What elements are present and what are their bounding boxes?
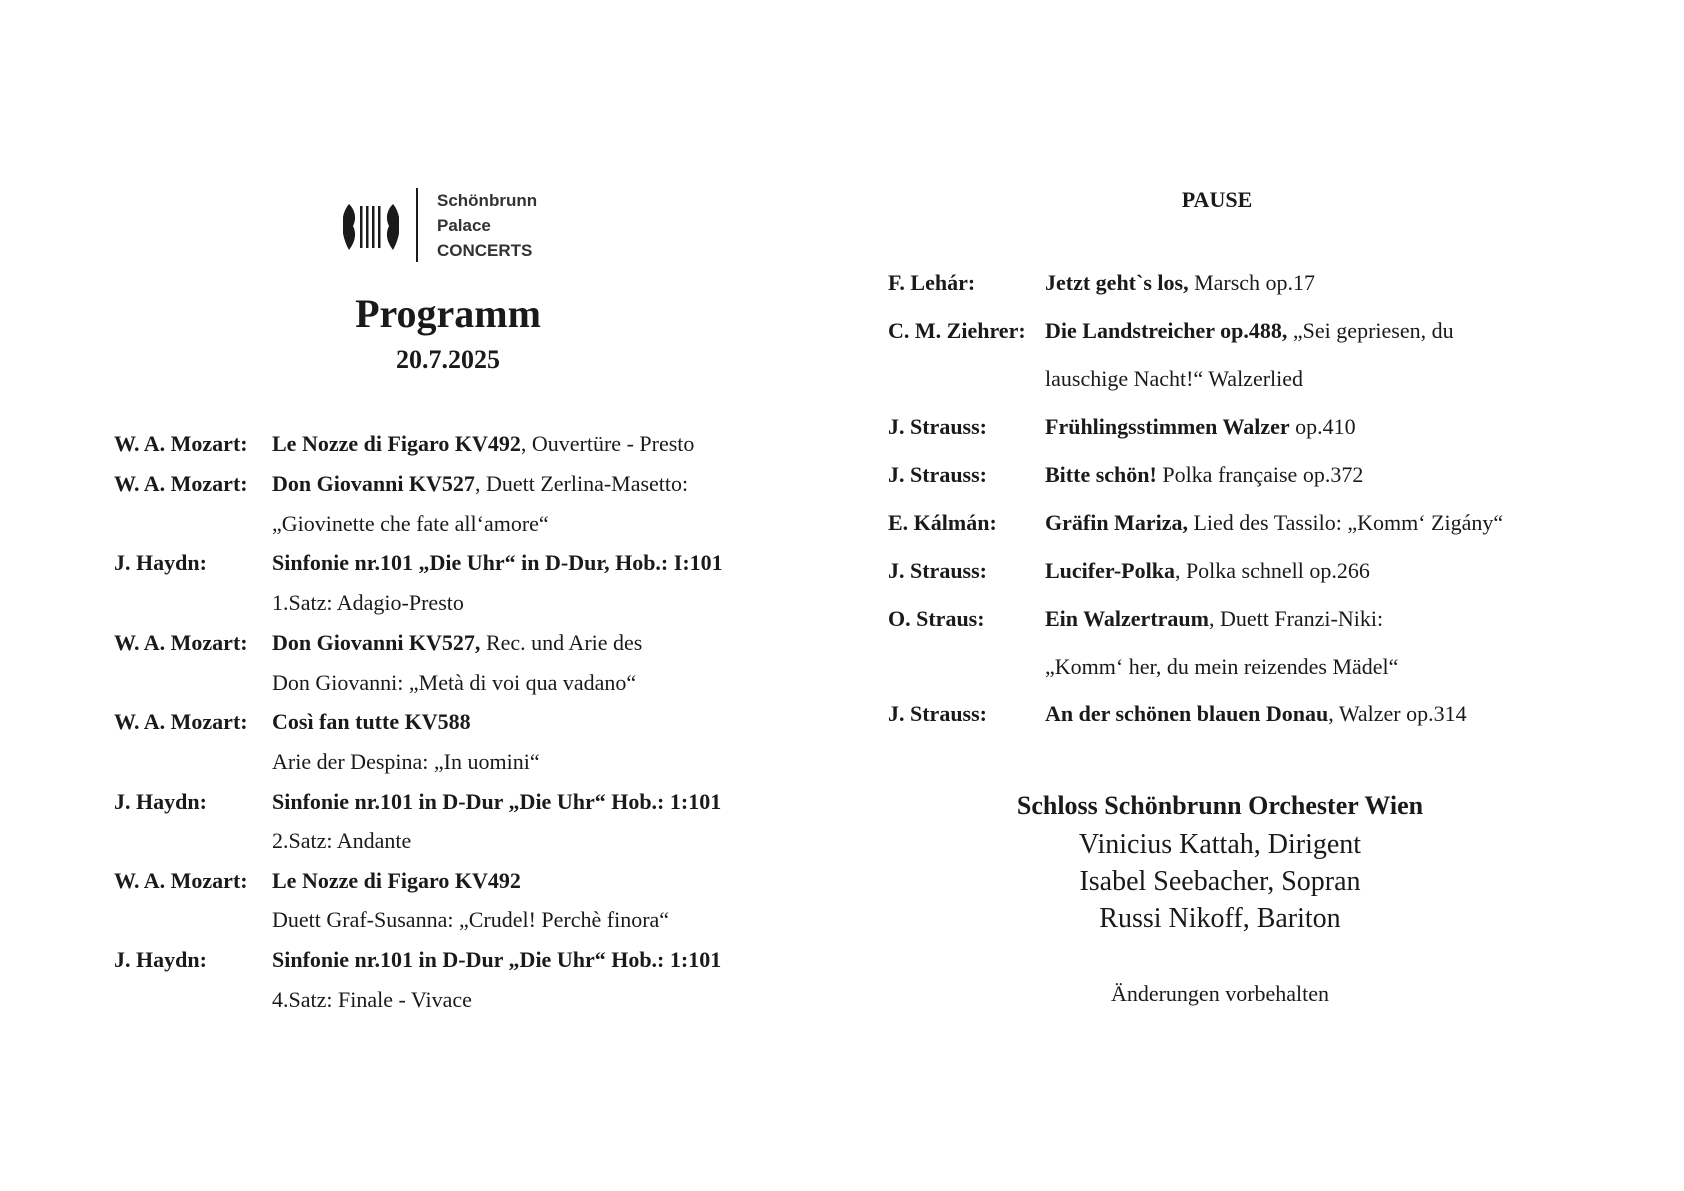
composer-name: J. Haydn: [114, 789, 207, 814]
work-title-bold: Ein Walzertraum [1045, 606, 1209, 631]
changes-note: Änderungen vorbehalten [1110, 981, 1330, 1006]
work-continuation: 1.Satz: Adagio-Presto [272, 590, 464, 615]
logo-line-1: Schönbrunn [437, 191, 538, 210]
work-title [1045, 317, 1454, 345]
concert-date: 20.7.2025 [396, 345, 500, 374]
work-title-bold: Sinfonie nr.101 in D-Dur „Die Uhr“ Hob.: 1:101 [272, 947, 722, 972]
work-title [1045, 461, 1363, 489]
work-title-bold: Die Landstreicher op.488, [1045, 318, 1288, 343]
work-title [272, 708, 471, 736]
work-detail: , Walzer op.314 [1328, 701, 1467, 726]
work-continuation: Arie der Despina: „In uomini“ [272, 749, 540, 774]
logo-line-3: CONCERTS [437, 241, 533, 260]
work-title [1045, 605, 1383, 633]
composer-name: J. Haydn: [114, 550, 207, 575]
logo-divider [416, 188, 418, 262]
composer-name: F. Lehár: [888, 270, 976, 295]
work-title-bold: Lucifer-Polka [1045, 558, 1175, 583]
work-title [272, 867, 521, 895]
work-title-bold: Don Giovanni KV527, [272, 630, 481, 655]
composer-name: J. Strauss: [888, 414, 988, 439]
work-detail: , Ouvertüre - Presto [520, 431, 695, 456]
work-detail: Lied des Tassilo: „Komm‘ Zigány“ [1187, 510, 1504, 535]
work-detail: op.410 [1289, 414, 1356, 439]
work-title [1045, 413, 1356, 441]
work-title-bold: Frühlingsstimmen Walzer [1045, 414, 1290, 439]
composer-name: J. Haydn: [114, 947, 207, 972]
composer-name: O. Straus: [888, 606, 985, 631]
performer-baritone: Russi Nikoff, Bariton [1099, 903, 1341, 934]
work-continuation: „Komm‘ her, du mein reizendes Mädel“ [1045, 654, 1399, 679]
work-continuation: Duett Graf-Susanna: „Crudel! Perchè finora“ [272, 907, 670, 932]
page-title: Programm [355, 291, 541, 336]
work-title-bold: Così fan tutte KV588 [272, 709, 471, 734]
work-title [1045, 509, 1503, 537]
work-title-bold: Bitte schön! [1045, 462, 1157, 487]
work-continuation: lauschige Nacht!“ Walzerlied [1045, 366, 1304, 391]
work-continuation: Don Giovanni: „Metà di voi qua vadano“ [272, 670, 637, 695]
work-title [272, 629, 642, 657]
work-continuation: 4.Satz: Finale - Vivace [272, 987, 472, 1012]
work-title-bold: Jetzt geht`s los, [1045, 270, 1189, 295]
work-continuation: „Giovinette che fate all‘amore“ [272, 511, 549, 536]
work-detail: , Duett Zerlina-Masetto: [474, 471, 689, 496]
composer-name: W. A. Mozart: [114, 431, 248, 456]
pause-heading: PAUSE [1181, 187, 1253, 212]
work-detail: , Duett Franzi-Niki: [1208, 606, 1384, 631]
orchestra-name: Schloss Schönbrunn Orchester Wien [1016, 791, 1424, 820]
work-title-bold: Don Giovanni KV527 [272, 471, 475, 496]
composer-name: J. Strauss: [888, 701, 988, 726]
composer-name: J. Strauss: [888, 558, 988, 583]
logo-line-2: Palace [437, 216, 491, 235]
work-title [1045, 700, 1467, 728]
work-title [1045, 269, 1315, 297]
palace-concerts-logo-icon [343, 202, 399, 252]
composer-name: C. M. Ziehrer: [888, 318, 1026, 343]
composer-name: W. A. Mozart: [114, 709, 248, 734]
performer-conductor: Vinicius Kattah, Dirigent [1078, 829, 1362, 860]
work-detail: , Polka schnell op.266 [1174, 558, 1370, 583]
work-title-bold: Gräfin Mariza, [1045, 510, 1188, 535]
performer-soprano: Isabel Seebacher, Sopran [1079, 866, 1361, 897]
work-title-bold: Sinfonie nr.101 in D-Dur „Die Uhr“ Hob.: 1:101 [272, 789, 722, 814]
composer-name: J. Strauss: [888, 462, 988, 487]
composer-name: W. A. Mozart: [114, 630, 248, 655]
work-detail: „Sei gepriesen, du [1287, 318, 1454, 343]
composer-name: E. Kálmán: [888, 510, 997, 535]
work-title-bold: Le Nozze di Figaro KV492 [272, 868, 521, 893]
work-detail: Rec. und Arie des [480, 630, 643, 655]
logo-text [437, 188, 537, 263]
work-title [272, 430, 694, 458]
composer-name: W. A. Mozart: [114, 471, 248, 496]
work-title-bold: An der schönen blauen Donau [1045, 701, 1329, 726]
composer-name: W. A. Mozart: [114, 868, 248, 893]
work-title [1045, 557, 1370, 585]
work-title [272, 470, 688, 498]
work-title-bold: Sinfonie nr.101 „Die Uhr“ in D-Dur, Hob.: I:101 [272, 550, 723, 575]
work-detail: Marsch op.17 [1188, 270, 1316, 295]
work-continuation: 2.Satz: Andante [272, 828, 412, 853]
work-title [272, 549, 723, 577]
work-title-bold: Le Nozze di Figaro KV492 [272, 431, 521, 456]
work-detail: Polka française op.372 [1156, 462, 1364, 487]
work-title [272, 946, 721, 974]
work-title [272, 788, 721, 816]
